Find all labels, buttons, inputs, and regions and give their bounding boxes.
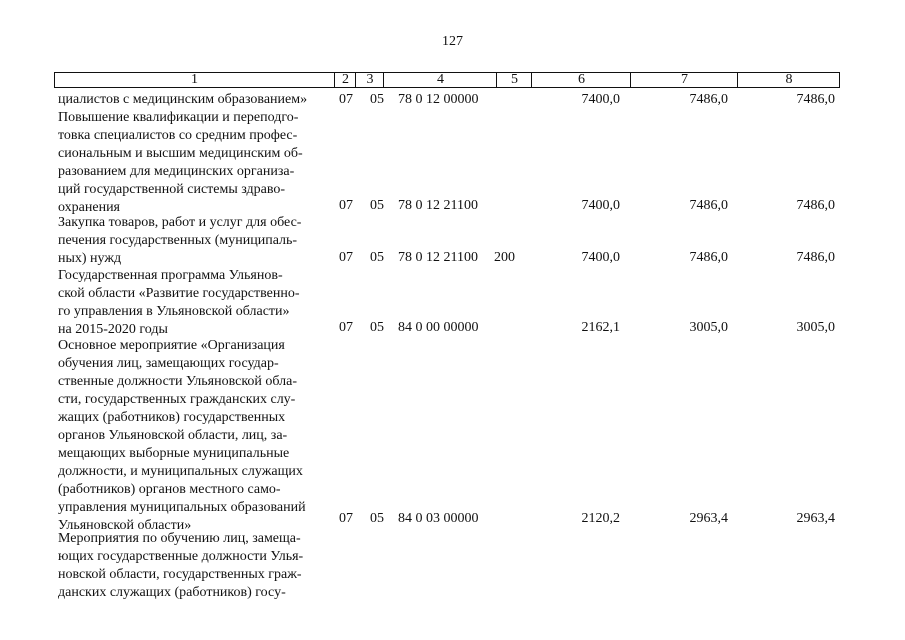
row-amount-col6: 7400,0 xyxy=(581,92,620,107)
row-amount-col8: 7486,0 xyxy=(796,198,835,213)
row-amount-col7: 7486,0 xyxy=(689,92,728,107)
row-subsection: 05 xyxy=(370,250,384,265)
row-description: Повышение квалификации и переподго- товка специалистов со средним профес- сиональным и высшим медицинским об- разованием для медицинских организа- ций государственной системы здраво- охранения xyxy=(58,110,303,215)
header-cell-2: 2 xyxy=(334,73,356,87)
row-amount-col6: 2120,2 xyxy=(581,511,620,526)
header-cell-4: 4 xyxy=(383,73,497,87)
row-amount-col6: 7400,0 xyxy=(581,250,620,265)
row-amount-col7: 3005,0 xyxy=(689,320,728,335)
row-target-code: 78 0 12 21100 xyxy=(398,198,478,213)
table-header-row xyxy=(54,72,840,88)
row-section: 07 xyxy=(339,511,353,526)
row-description: Основное мероприятие «Организация обучения лиц, замещающих государ- ственные должности Ульяновской обла- сти, государственных гражданских слу- жащих (работников) государственных органов Ульяновской области, лиц, за- мещающих выборные муниципальные должности, и муниципальных служащих (работников) органов местного само- управления муниципальных образований Ульяновской области» xyxy=(58,338,306,533)
row-target-code: 78 0 12 00000 xyxy=(398,92,479,107)
row-target-code: 84 0 03 00000 xyxy=(398,511,479,526)
row-description: Закупка товаров, работ и услуг для обес- печения государственных (муниципаль- ных) нужд xyxy=(58,215,302,266)
header-cell-8: 8 xyxy=(737,73,840,87)
row-section: 07 xyxy=(339,92,353,107)
row-subsection: 05 xyxy=(370,320,384,335)
page-number: 127 xyxy=(442,34,463,49)
header-cell-5: 5 xyxy=(496,73,532,87)
row-amount-col7: 2963,4 xyxy=(689,511,728,526)
header-cell-7: 7 xyxy=(630,73,738,87)
row-amount-col7: 7486,0 xyxy=(689,250,728,265)
row-amount-col6: 2162,1 xyxy=(581,320,620,335)
row-amount-col7: 7486,0 xyxy=(689,198,728,213)
row-amount-col8: 7486,0 xyxy=(796,250,835,265)
header-cell-1: 1 xyxy=(191,72,198,87)
row-amount-col8: 3005,0 xyxy=(796,320,835,335)
header-cell-3: 3 xyxy=(355,73,384,87)
row-amount-col8: 2963,4 xyxy=(796,511,835,526)
row-description: циалистов с медицинским образованием» xyxy=(58,92,308,107)
row-description: Государственная программа Ульянов- ской области «Развитие государственно- го управления в Ульяновской области» на 2015-2020 годы xyxy=(58,268,300,337)
row-target-code: 84 0 00 00000 xyxy=(398,320,479,335)
row-expense-type: 200 xyxy=(494,250,515,265)
row-subsection: 05 xyxy=(370,198,384,213)
row-section: 07 xyxy=(339,320,353,335)
row-subsection: 05 xyxy=(370,92,384,107)
row-section: 07 xyxy=(339,250,353,265)
row-target-code: 78 0 12 21100 xyxy=(398,250,478,265)
row-amount-col6: 7400,0 xyxy=(581,198,620,213)
row-amount-col8: 7486,0 xyxy=(796,92,835,107)
header-cell-6: 6 xyxy=(531,73,631,87)
row-subsection: 05 xyxy=(370,511,384,526)
row-description: Мероприятия по обучению лиц, замеща- ющих государственные должности Улья- новской области, государственных граж- данских служащих (работников) госу- xyxy=(58,531,304,600)
row-section: 07 xyxy=(339,198,353,213)
